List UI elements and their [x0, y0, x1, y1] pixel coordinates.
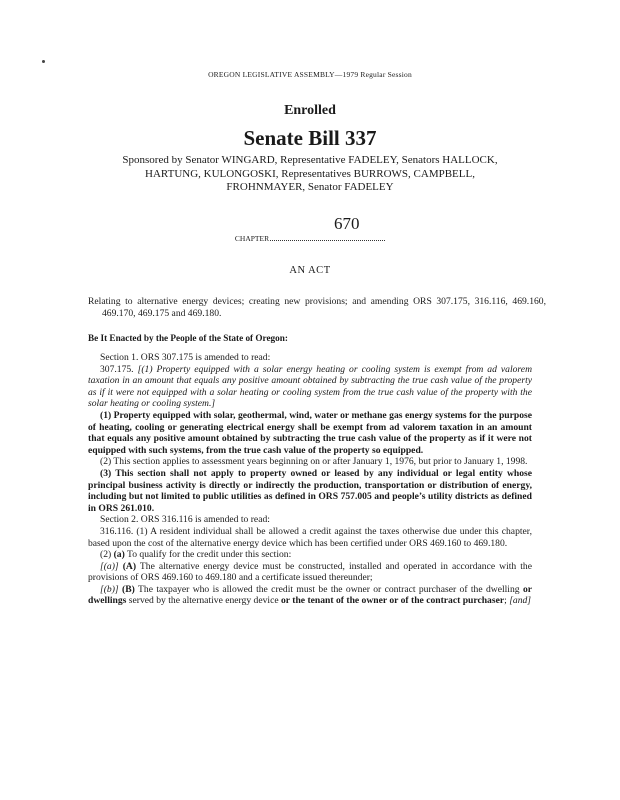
section-1-para-3 [88, 468, 532, 514]
item-text: The taxpayer who is allowed the credit must be the owner or contract purchaser of the dwelling [138, 583, 520, 595]
new-text: (3) This section shall not apply to property owned or leased by any individual or legal entity whose principal business activity is directly or indirectly the production, transportation or distribution of energy, including but not limited to public utilities as defined in ORS 757.005 and people’s utility districts as defined in ORS 261.010. [88, 467, 532, 514]
deleted-text: [and] [509, 595, 532, 607]
enacting-clause: Be It Enacted by the People of the State of Oregon: [88, 333, 288, 343]
relating-clause: Relating to alternative energy devices; creating new provisions; and amending ORS 307.175, 316.116, 469.160, 469.170, 469.175 and 469.180. [88, 296, 546, 319]
section-1-number: 307.175. [100, 363, 134, 375]
section-1-para-1 [88, 410, 532, 456]
new-text: (B) [122, 583, 135, 595]
section-2-item-a [88, 561, 532, 584]
item-text: The alternative energy device must be constructed, installed and operated in accordance with the provisions of ORS 469.160 to 469.180 and a certificate issued thereunder; [88, 560, 532, 584]
subsection-text: To qualify for the credit under this section: [127, 549, 292, 561]
new-text: or the tenant of the owner or of the contract purchaser [281, 595, 505, 607]
item-text: ; [504, 595, 507, 607]
subsection-number: (2) [100, 549, 112, 561]
chapter-number: 670 [334, 214, 360, 233]
new-text: (1) Property equipped with solar, geothermal, wind, water or methane gas energy systems for the purpose of heating, cooling or generating electrical energy shall be exempt from ad valorem taxation in an amount that equals any positive amount obtained by subtracting the true cash value of the property as if it were not equipped with such systems, from the true cash value of the property so equipped. [88, 409, 532, 456]
deleted-text: [(b)] [100, 583, 119, 595]
section-1-deleted-text [88, 364, 532, 410]
sponsors-line: Sponsored by Senator WINGARD, Representative FADELEY, Senators HALLOCK, HARTUNG, KULONGOSKI, Representatives BURROWS, CAMPBELL, FROHNMAYER, Senator FADELEY [122, 154, 498, 193]
item-text: served by the alternative energy device [128, 595, 279, 607]
scan-speck [42, 60, 45, 63]
section-1-heading: Section 1. ORS 307.175 is amended to read: [100, 352, 271, 363]
bill-title: Senate Bill 337 [243, 126, 377, 150]
deleted-text: [(1) Property equipped with a solar energy heating or cooling system is exempt from ad valorem taxation in an amount that equals any positive amount obtained by subtracting the true cash value of the property as if it were not equipped with a solar heating or cooling system from the true cash value of the property with the solar heating or cooling system.] [88, 363, 532, 410]
section-2-para-1: 316.116. (1) A resident individual shall be allowed a credit against the taxes otherwise due under this chapter, based upon the cost of the alternative energy device which has been certified under ORS 469.160 to 469.180. [88, 525, 532, 549]
chapter-dotted-rule [270, 240, 385, 241]
new-text: (A) [122, 560, 137, 572]
new-text: or dwellings [88, 583, 532, 607]
section-2-heading: Section 2. ORS 316.116 is amended to read: [100, 514, 270, 526]
act-heading: AN ACT [289, 265, 331, 276]
section-1-para-2: (2) This section applies to assessment years beginning on or after January 1, 1976, but prior to January 1, 1998. [100, 456, 528, 468]
assembly-header: OREGON LEGISLATIVE ASSEMBLY—1979 Regular Session [208, 70, 412, 79]
chapter-line [0, 214, 620, 243]
chapter-label: CHAPTER [234, 234, 270, 243]
new-text: (a) [113, 549, 125, 561]
section-2-para-2 [88, 549, 532, 561]
enrolled-label: Enrolled [284, 103, 336, 118]
section-2-item-b [88, 584, 532, 607]
bill-body [88, 352, 532, 607]
deleted-text: [(a)] [100, 560, 119, 572]
